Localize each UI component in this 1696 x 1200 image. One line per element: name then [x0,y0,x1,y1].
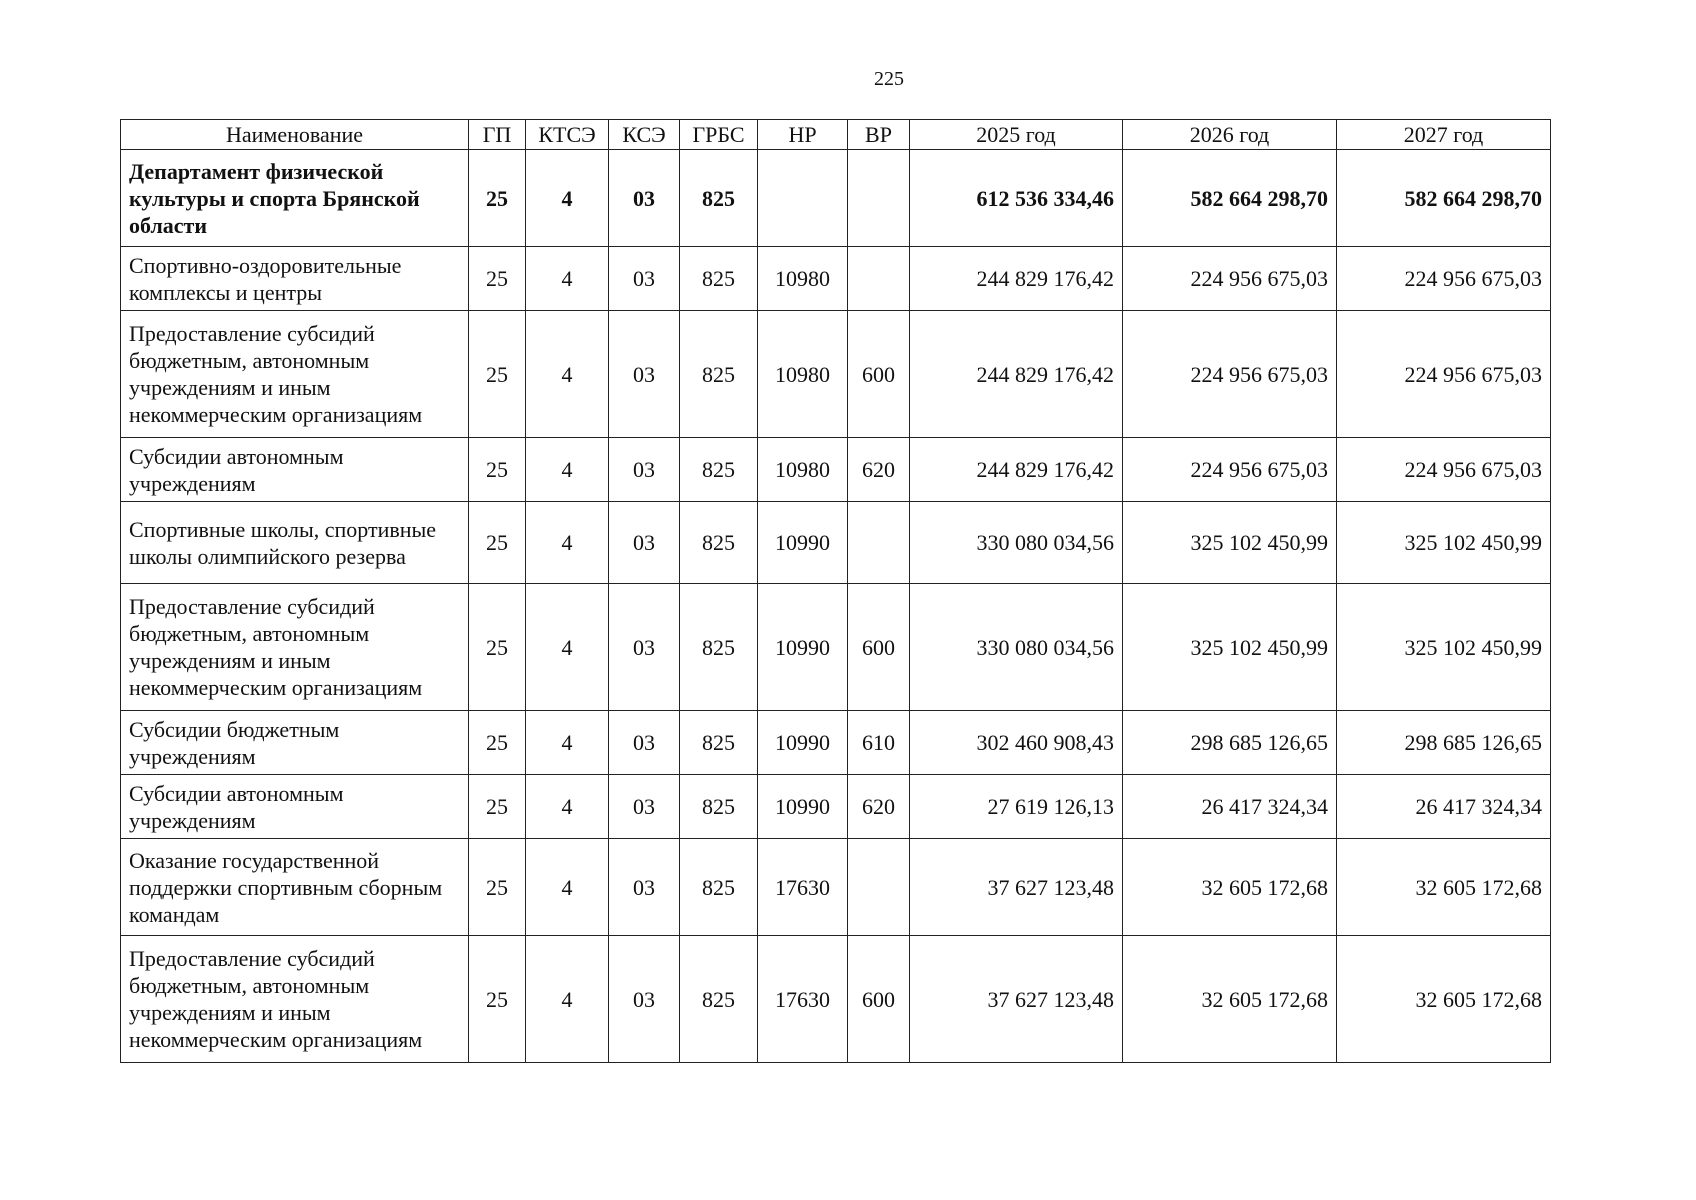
row-vr: 610 [848,711,910,775]
row-gp: 25 [469,150,526,247]
row-nr: 10980 [758,438,848,502]
row-2027: 32 605 172,68 [1337,839,1551,936]
row-2027: 325 102 450,99 [1337,502,1551,584]
row-name: Спортивно-оздоровительные комплексы и центры [121,247,469,311]
table-row [121,775,1551,839]
header-kse: КСЭ [609,120,680,150]
row-nr: 17630 [758,839,848,936]
row-name: Департамент физической культуры и спорта Брянской области [121,150,469,247]
header-name: Наименование [121,120,469,150]
row-nr: 10990 [758,775,848,839]
row-gp: 25 [469,438,526,502]
row-vr [848,502,910,584]
row-name: Предоставление субсидий бюджетным, автономным учреждениям и иным некоммерческим организациям [121,584,469,711]
row-gp: 25 [469,311,526,438]
row-2025: 27 619 126,13 [910,775,1123,839]
row-vr: 600 [848,311,910,438]
row-kse: 03 [609,584,680,711]
row-2026: 325 102 450,99 [1123,584,1337,711]
table-row [121,438,1551,502]
row-2025: 244 829 176,42 [910,311,1123,438]
row-2026: 224 956 675,03 [1123,438,1337,502]
row-ktse: 4 [526,711,609,775]
row-nr: 10980 [758,247,848,311]
row-kse: 03 [609,502,680,584]
row-name: Спортивные школы, спортивные школы олимпийского резерва [121,502,469,584]
row-2025: 37 627 123,48 [910,839,1123,936]
header-grbs: ГРБС [680,120,758,150]
row-2026: 582 664 298,70 [1123,150,1337,247]
row-name: Субсидии автономным учреждениям [121,438,469,502]
header-vr: ВР [848,120,910,150]
table-row [121,936,1551,1063]
row-name: Предоставление субсидий бюджетным, автономным учреждениям и иным некоммерческим организациям [121,936,469,1063]
header-ktse: КТСЭ [526,120,609,150]
row-ktse: 4 [526,150,609,247]
table-row [121,247,1551,311]
row-2027: 26 417 324,34 [1337,775,1551,839]
row-kse: 03 [609,247,680,311]
row-2027: 298 685 126,65 [1337,711,1551,775]
row-2027: 582 664 298,70 [1337,150,1551,247]
row-kse: 03 [609,839,680,936]
row-2026: 26 417 324,34 [1123,775,1337,839]
row-2026: 224 956 675,03 [1123,311,1337,438]
row-kse: 03 [609,438,680,502]
row-2025: 37 627 123,48 [910,936,1123,1063]
table-row [121,584,1551,711]
row-grbs: 825 [680,775,758,839]
table-row [121,711,1551,775]
row-gp: 25 [469,775,526,839]
row-name: Оказание государственной поддержки спортивным сборным командам [121,839,469,936]
row-2026: 32 605 172,68 [1123,839,1337,936]
row-ktse: 4 [526,936,609,1063]
table-row [121,502,1551,584]
row-kse: 03 [609,775,680,839]
row-name: Субсидии автономным учреждениям [121,775,469,839]
row-2025: 244 829 176,42 [910,247,1123,311]
row-2027: 224 956 675,03 [1337,311,1551,438]
row-vr: 620 [848,775,910,839]
row-2025: 330 080 034,56 [910,584,1123,711]
table-row [121,150,1551,247]
row-ktse: 4 [526,584,609,711]
row-ktse: 4 [526,502,609,584]
row-kse: 03 [609,311,680,438]
row-2026: 298 685 126,65 [1123,711,1337,775]
header-gp: ГП [469,120,526,150]
row-vr [848,150,910,247]
row-grbs: 825 [680,150,758,247]
row-vr: 620 [848,438,910,502]
budget-table [120,119,1551,1063]
row-2025: 612 536 334,46 [910,150,1123,247]
row-2027: 32 605 172,68 [1337,936,1551,1063]
header-2027: 2027 год [1337,120,1551,150]
header-nr: НР [758,120,848,150]
row-gp: 25 [469,247,526,311]
row-vr [848,247,910,311]
table-row [121,311,1551,438]
row-2026: 32 605 172,68 [1123,936,1337,1063]
row-kse: 03 [609,150,680,247]
row-2025: 244 829 176,42 [910,438,1123,502]
row-2025: 302 460 908,43 [910,711,1123,775]
row-ktse: 4 [526,775,609,839]
row-gp: 25 [469,711,526,775]
row-nr: 10990 [758,711,848,775]
row-grbs: 825 [680,584,758,711]
row-name: Предоставление субсидий бюджетным, автономным учреждениям и иным некоммерческим организациям [121,311,469,438]
row-2026: 325 102 450,99 [1123,502,1337,584]
row-gp: 25 [469,502,526,584]
header-2026: 2026 год [1123,120,1337,150]
row-nr: 10990 [758,584,848,711]
row-ktse: 4 [526,839,609,936]
row-nr: 17630 [758,936,848,1063]
row-nr [758,150,848,247]
row-2027: 325 102 450,99 [1337,584,1551,711]
header-row [121,120,1551,150]
row-kse: 03 [609,711,680,775]
row-grbs: 825 [680,247,758,311]
page-number: 225 [874,68,904,90]
row-grbs: 825 [680,311,758,438]
row-name: Субсидии бюджетным учреждениям [121,711,469,775]
row-vr [848,839,910,936]
row-2026: 224 956 675,03 [1123,247,1337,311]
header-2025: 2025 год [910,120,1123,150]
row-grbs: 825 [680,502,758,584]
row-gp: 25 [469,839,526,936]
row-vr: 600 [848,584,910,711]
row-nr: 10990 [758,502,848,584]
row-grbs: 825 [680,711,758,775]
row-2025: 330 080 034,56 [910,502,1123,584]
table-row [121,839,1551,936]
row-ktse: 4 [526,438,609,502]
row-grbs: 825 [680,936,758,1063]
row-kse: 03 [609,936,680,1063]
row-gp: 25 [469,936,526,1063]
row-grbs: 825 [680,438,758,502]
row-ktse: 4 [526,311,609,438]
row-2027: 224 956 675,03 [1337,438,1551,502]
row-vr: 600 [848,936,910,1063]
row-2027: 224 956 675,03 [1337,247,1551,311]
row-gp: 25 [469,584,526,711]
row-ktse: 4 [526,247,609,311]
row-nr: 10980 [758,311,848,438]
row-grbs: 825 [680,839,758,936]
